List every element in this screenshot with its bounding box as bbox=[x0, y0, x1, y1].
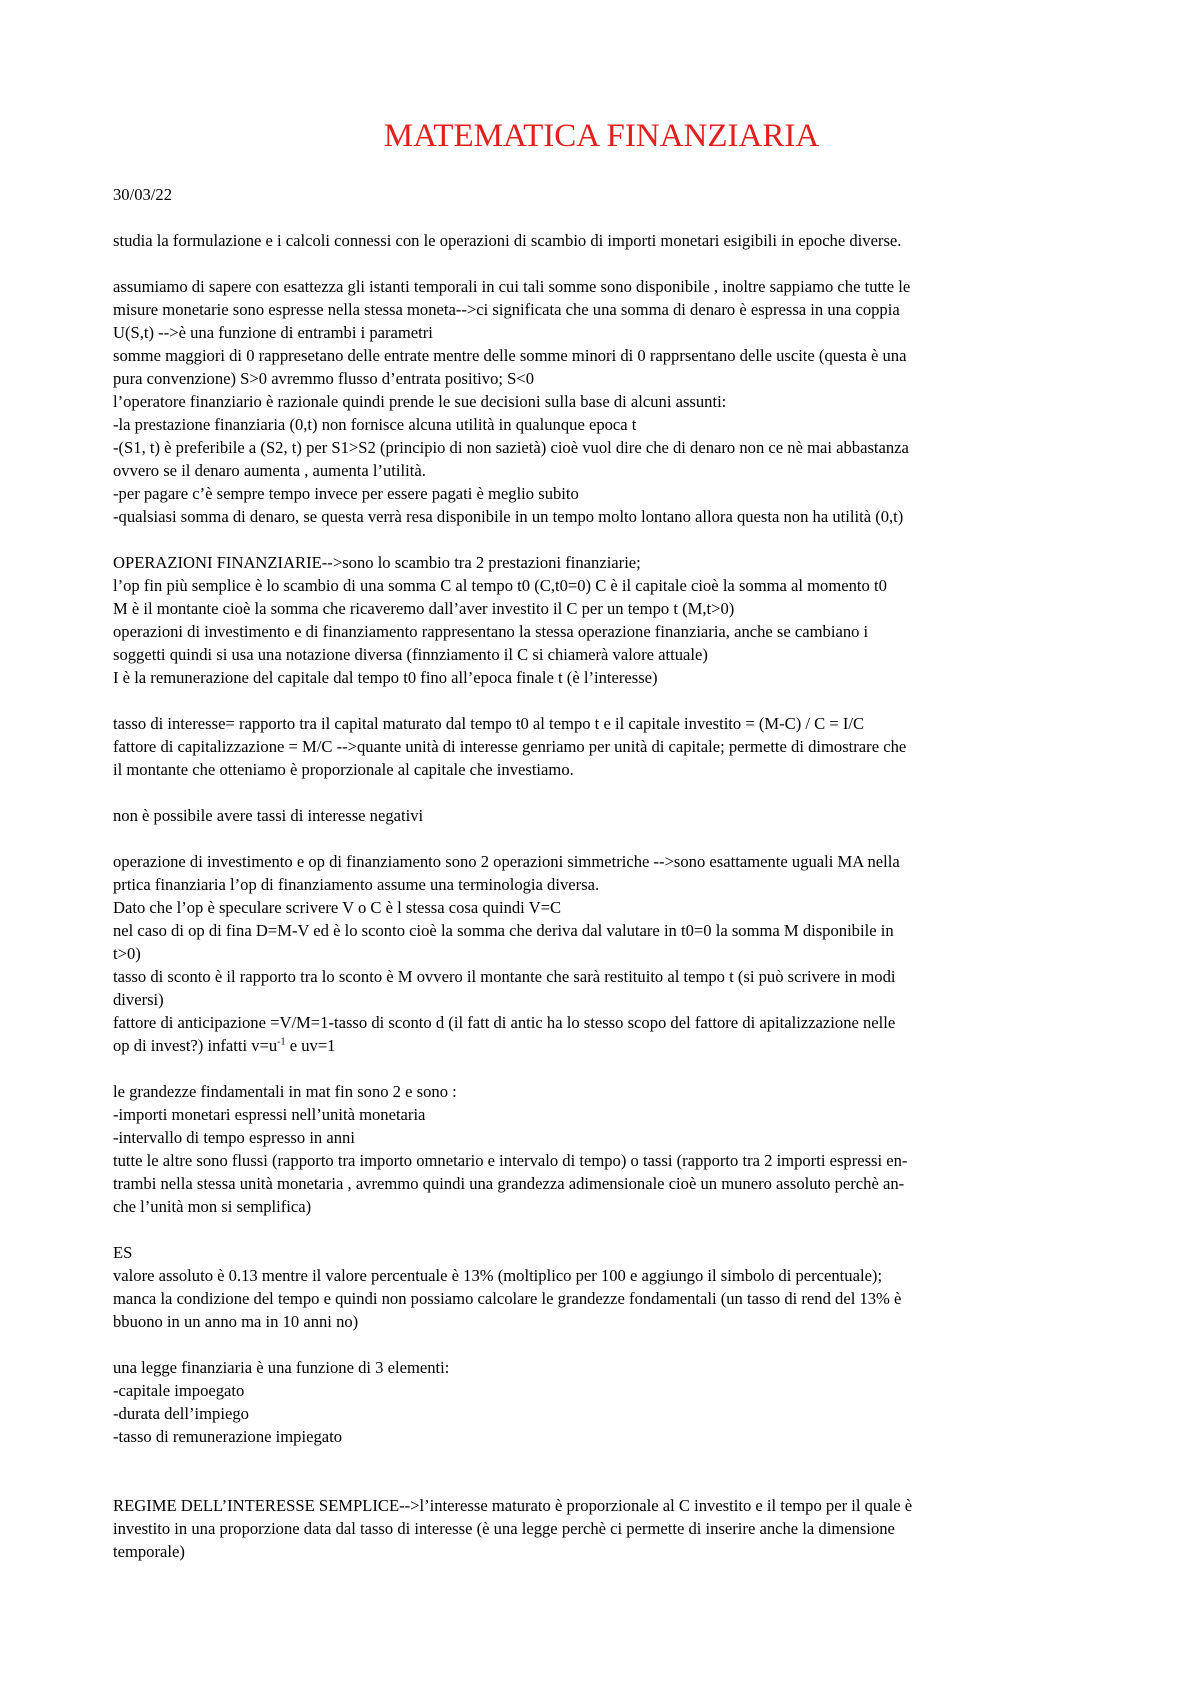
text-line: nel caso di op di fina D=M-V ed è lo sconto cioè la somma che deriva dal valutare in t0=0 la somma M disponibile in bbox=[113, 921, 894, 940]
text-segment: op di invest?) infatti v=u bbox=[113, 1036, 278, 1055]
superscript: -1 bbox=[277, 1036, 286, 1048]
text-line: -(S1, t) è preferibile a (S2, t) per S1>S2 (principio di non sazietà) cioè vuol dire che di denaro non ce nè mai abbastanza bbox=[113, 438, 909, 457]
text-line: somme maggiori di 0 rappresetano delle entrate mentre delle somme minori di 0 rapprsentano delle uscite (questa è una bbox=[113, 346, 907, 365]
text-line: una legge finanziaria è una funzione di 3 elementi: bbox=[113, 1358, 450, 1377]
text-line: REGIME DELL’INTERESSE SEMPLICE-->l’interesse maturato è proporzionale al C investito e il tempo per il quale è bbox=[113, 1496, 913, 1515]
text-line: t>0) bbox=[113, 944, 141, 963]
text-line: l’operatore finanziario è razionale quindi prende le sue decisioni sulla base di alcuni assunti: bbox=[113, 392, 727, 411]
text-line: prtica finanziaria l’op di finanziamento assume una terminologia diversa. bbox=[113, 875, 600, 894]
text-line: M è il montante cioè la somma che ricaveremo dall’aver investito il C per un tempo t (M,t>0) bbox=[113, 599, 735, 618]
text-line: misure monetarie sono espresse nella stessa moneta-->ci significata che una somma di denaro è espressa in una coppia bbox=[113, 300, 900, 319]
text-line: il montante che otteniamo è proporzionale al capitale che investiamo. bbox=[113, 760, 574, 779]
text-line: -per pagare c’è sempre tempo invece per essere pagati è meglio subito bbox=[113, 484, 579, 503]
text-line: temporale) bbox=[113, 1542, 185, 1561]
text-line: I è la remunerazione del capitale dal tempo t0 fino all’epoca finale t (è l’interesse) bbox=[113, 668, 658, 687]
text-line: tasso di interesse= rapporto tra il capital maturato dal tempo t0 al tempo t e il capitale investito = (M-C) / C = I/C bbox=[113, 714, 865, 733]
text-line: ES bbox=[113, 1243, 133, 1262]
text-line: manca la condizione del tempo e quindi non possiamo calcolare le grandezze fondamentali (un tasso di rend del 13% è bbox=[113, 1289, 902, 1308]
text-line: -intervallo di tempo espresso in anni bbox=[113, 1128, 355, 1147]
text-line: pura convenzione) S>0 avremmo flusso d’entrata positivo; S<0 bbox=[113, 369, 535, 388]
text-line: Dato che l’op è speculare scrivere V o C è l stessa cosa quindi V=C bbox=[113, 898, 562, 917]
text-line: tasso di sconto è il rapporto tra lo sconto è M ovvero il montante che sarà restituito al tempo t (si può scrivere in modi bbox=[113, 967, 896, 986]
text-line: soggetti quindi si usa una notazione diversa (finnziamento il C si chiamerà valore attuale) bbox=[113, 645, 708, 664]
text-line: U(S,t) -->è una funzione di entrambi i parametri bbox=[113, 323, 433, 342]
text-line: trambi nella stessa unità monetaria , avremmo quindi una grandezza adimensionale cioè un munero assoluto perchè an- bbox=[113, 1174, 905, 1193]
text-line-with-superscript bbox=[113, 1034, 1090, 1057]
text-line: -capitale impoegato bbox=[113, 1381, 245, 1400]
text-line: le grandezze findamentali in mat fin sono 2 e sono : bbox=[113, 1082, 457, 1101]
text-line: valore assoluto è 0.13 mentre il valore percentuale è 13% (moltiplico per 100 e aggiungo il simbolo di percentuale); bbox=[113, 1266, 883, 1285]
text-line: -importi monetari espressi nell’unità monetaria bbox=[113, 1105, 426, 1124]
text-line: fattore di capitalizzazione = M/C -->quante unità di interesse genriamo per unità di capitale; permette di dimostrare che bbox=[113, 737, 907, 756]
text-line: fattore di anticipazione =V/M=1-tasso di sconto d (il fatt di antic ha lo stesso scopo del fattore di apitalizzazione nelle bbox=[113, 1013, 896, 1032]
text-line: che l’unità mon si semplifica) bbox=[113, 1197, 312, 1216]
text-line: -la prestazione finanziaria (0,t) non fornisce alcuna utilità in qualunque epoca t bbox=[113, 415, 637, 434]
text-line: -qualsiasi somma di denaro, se questa verrà resa disponibile in un tempo molto lontano allora questa non ha utilità (0,t) bbox=[113, 507, 904, 526]
text-line: -tasso di remunerazione impiegato bbox=[113, 1427, 343, 1446]
date-line: 30/03/22 bbox=[113, 185, 173, 204]
text-line: l’op fin più semplice è lo scambio di una somma C al tempo t0 (C,t0=0) C è il capitale cioè la somma al momento t0 bbox=[113, 576, 887, 595]
text-segment: e uv=1 bbox=[285, 1036, 336, 1055]
document-title: MATEMATICA FINANZIARIA bbox=[383, 118, 820, 154]
text-line: OPERAZIONI FINANZIARIE-->sono lo scambio tra 2 prestazioni finanziarie; bbox=[113, 553, 641, 572]
text-line: bbuono in un anno ma in 10 anni no) bbox=[113, 1312, 359, 1331]
text-line: operazione di investimento e op di finanziamento sono 2 operazioni simmetriche -->sono esattamente uguali MA nella bbox=[113, 852, 900, 871]
text-line: assumiamo di sapere con esattezza gli istanti temporali in cui tali somme sono disponibile , inoltre sappiamo che tutte le bbox=[113, 277, 911, 296]
document-body bbox=[113, 229, 1090, 1563]
text-line: diversi) bbox=[113, 990, 164, 1009]
text-line: -durata dell’impiego bbox=[113, 1404, 249, 1423]
text-line: studia la formulazione e i calcoli connessi con le operazioni di scambio di importi monetari esigibili in epoche diverse. bbox=[113, 231, 902, 250]
text-line: ovvero se il denaro aumenta , aumenta l’utilità. bbox=[113, 461, 426, 480]
text-line: operazioni di investimento e di finanziamento rappresentano la stessa operazione finanziaria, anche se cambiano i bbox=[113, 622, 869, 641]
text-line: investito in una proporzione data dal tasso di interesse (è una legge perchè ci permette di inserire anche la dimensione bbox=[113, 1519, 895, 1538]
text-line: non è possibile avere tassi di interesse negativi bbox=[113, 806, 424, 825]
text-line: tutte le altre sono flussi (rapporto tra importo omnetario e intervalo di tempo) o tassi (rapporto tra 2 importi espressi en- bbox=[113, 1151, 908, 1170]
